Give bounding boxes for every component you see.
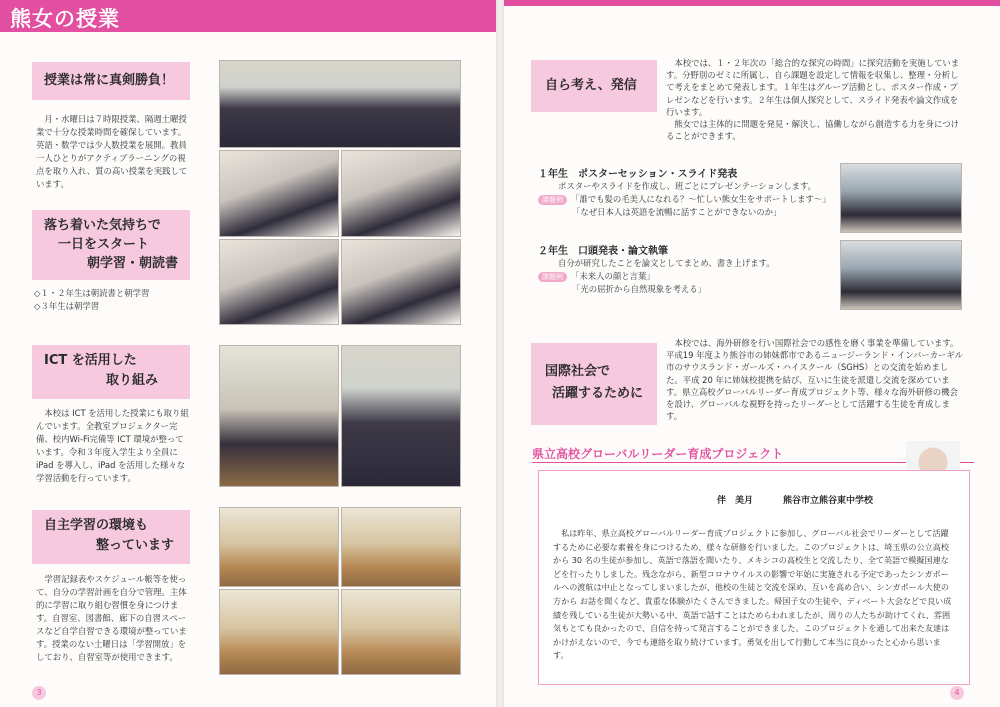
label-classes <box>32 62 190 100</box>
right-page <box>504 0 1000 707</box>
page-number-right: 4 <box>950 686 964 700</box>
label-inquiry <box>531 60 657 112</box>
study-room-photo-3 <box>219 589 339 675</box>
label-global <box>531 343 657 425</box>
grade1-examples <box>538 193 838 219</box>
classroom-photo <box>219 60 461 148</box>
label-inquiry-text: 自ら考え、発信 <box>545 78 637 93</box>
morning-study-photo-4 <box>341 239 461 325</box>
grade2-example-2: 「光の屈折から自然現象を考える」 <box>572 284 706 294</box>
grade2-example-1: 「未来人の顔と言葉」 <box>571 271 655 281</box>
morning-study-photo-1 <box>219 150 339 237</box>
morning-list-item-1: ◇１・２年生は朝読書と朝学習 <box>34 288 150 298</box>
chapter-header-band <box>0 0 496 32</box>
project-testimony-text: 私は昨年、県立高校グローバルリーダー育成プロジェクトに参加し、グローバル社会でリーダーとして活躍するために必要な素養を身につけるため、様々な研修を行いました。このプロジェクトは、埼玉県の公立高校から 30 名の生徒が参加し、英語で落語を聞いたり、メキシコの高校生と交流したり、全て英語で模擬国連などを行ったりしました。残念ながら、新型コロナウイルスの影響で年始に実施される予定であったシンガポールへの渡航は中止となってしまいましたが、他校の生徒と交流を深め、互いを高め合い、シンガポール大使の方から お話を聞くなど、貴重な体験がたくさんできました。帰国子女の生徒や、ディベート大会などで良い成績を残している生徒が大勢いる中、英語で話すことはためらわれましたが、周りの人たちが助けてくれ、雰囲気もとても良かったので、自信を持って発言することができました。このプロジェクトを通して出来た友達はかけがえないので、今でも連絡を取り続けています。勇気を出して行動して本当に良かったと心から思います。 <box>553 528 952 661</box>
grade2-heading: ２年生 口頭発表・論文執筆 <box>538 246 668 257</box>
grade2-text: 自分が研究したことを論文としてまとめ、書き上げます。 <box>558 258 775 268</box>
grade1-example-1: 「誰でも髪の毛美人になれる？〜忙しい熊女生をサポートします〜」 <box>571 194 831 204</box>
self-study-text: 学習記録表やスケジュール帳等を使って、自分の学習計画を自分で管理。主体的に学習に取り組む習慣を身につけます。自習室、図書館、廊下の自習スペースなど自学自習できる環境が整っています。授業のない土曜日は「学習開放」をしており、自習室等が使用できます。 <box>36 574 187 662</box>
label-morning-line2: 一日をスタート <box>58 237 150 252</box>
label-ict-line2: 取り組み <box>105 373 158 388</box>
label-self-study-line2: 整っています <box>95 538 174 553</box>
grade1-text: ポスターやスライドを作成し、班ごとにプレゼンテーションします。 <box>558 181 817 191</box>
chapter-title: 熊女の授業 <box>10 6 120 31</box>
ict-teacher-photo <box>219 345 339 487</box>
ipad-students-photo <box>341 345 461 487</box>
label-morning-line3: 朝学習・朝読書 <box>86 256 178 271</box>
grade1-tag: 課題例 <box>538 195 567 205</box>
morning-list-item-2: ◇３年生は朝学習 <box>34 301 100 311</box>
left-page <box>0 0 496 707</box>
student-name: 伴 美月 <box>717 496 754 506</box>
label-ict-line1: ICT を活用した <box>44 353 137 368</box>
project-title: 県立高校グローバルリーダー育成プロジェクト <box>532 447 784 461</box>
inquiry-text-1: 本校では、１・２年次の「総合的な探究の時間」に探究活動を実施しています。分野別のゼミに所属し、自ら課題を設定して情報を収集し、整理・分析して考えをまとめて発表します。１年生はグループ活動とし、ポスター作成・プレゼンなどを行います。２年生は個人探究として、スライド発表や論文作成を行います。 <box>666 58 960 117</box>
student-school: 熊谷市立熊谷東中学校 <box>783 496 874 506</box>
grade2-examples <box>538 270 838 296</box>
label-classes-text: 授業は常に真剣勝負！ <box>44 73 175 88</box>
page-number-left: 3 <box>32 686 46 700</box>
label-morning-line1: 落ち着いた気持ちで <box>44 218 161 233</box>
study-room-photo-4 <box>341 589 461 675</box>
study-room-photo-2 <box>341 507 461 587</box>
label-self-study-line1: 自主学習の環境も <box>44 518 149 533</box>
grade1-heading: １年生 ポスターセッション・スライド発表 <box>538 169 738 180</box>
label-global-line2: 活躍するために <box>551 386 643 401</box>
right-header-band <box>504 0 1000 6</box>
study-room-photo-1 <box>219 507 339 587</box>
oral-presentation-photo <box>840 240 962 310</box>
project-testimony-box <box>538 470 970 685</box>
label-ict <box>32 345 190 399</box>
grade1-example-2: 「なぜ日本人は英語を流暢に話すことができないのか」 <box>572 207 782 217</box>
label-self-study <box>32 510 190 564</box>
spine-gutter <box>496 0 504 707</box>
morning-study-photo-2 <box>341 150 461 237</box>
inquiry-text <box>666 57 964 142</box>
inquiry-text-2: 熊女では主体的に問題を発見・解決し、協働しながら創造する力を身につけることができます。 <box>666 119 959 142</box>
poster-session-photo <box>840 163 962 233</box>
classes-text: 月・水曜日は７時限授業、隔週土曜授業で十分な授業時間を確保しています。英語・数学では少人数授業を展開。教員一人ひとりがアクティブラーニングの視点を取り入れ、質の高い授業を実践しています。 <box>36 114 188 189</box>
morning-study-list <box>34 287 194 313</box>
global-text: 本校では、海外研修を行い国際社会での感性を磨く事業を準備しています。平成19 年度より熊谷市の姉妹都市であるニュージーランド・インバーカーギル市のサウスランド・ガールズ・ハイスクール（SGHS）との交流を始めました。平成 20 年に姉妹校提携を結び、互いに生徒を派遣し交流を深めています。県立高校グローバルリーダー育成プロジェクト等、様々な海外研修の機会を設け、グローバルな視野を持ったリーダーとして活躍する生徒を育成します。 <box>666 338 964 422</box>
morning-study-photo-3 <box>219 239 339 325</box>
label-morning-study <box>32 210 190 280</box>
grade2-tag: 課題例 <box>538 272 567 282</box>
label-global-line1: 国際社会で <box>545 364 611 379</box>
ict-text: 本校は ICT を活用した授業にも取り組んでいます。全教室プロジェクター完備、校内Wi-Fi完備等 ICT 環境が整っています。令和３年度入学生より全員に iPad を導入し、iPad を活用した様々な学習活動を行っています。 <box>36 408 189 483</box>
